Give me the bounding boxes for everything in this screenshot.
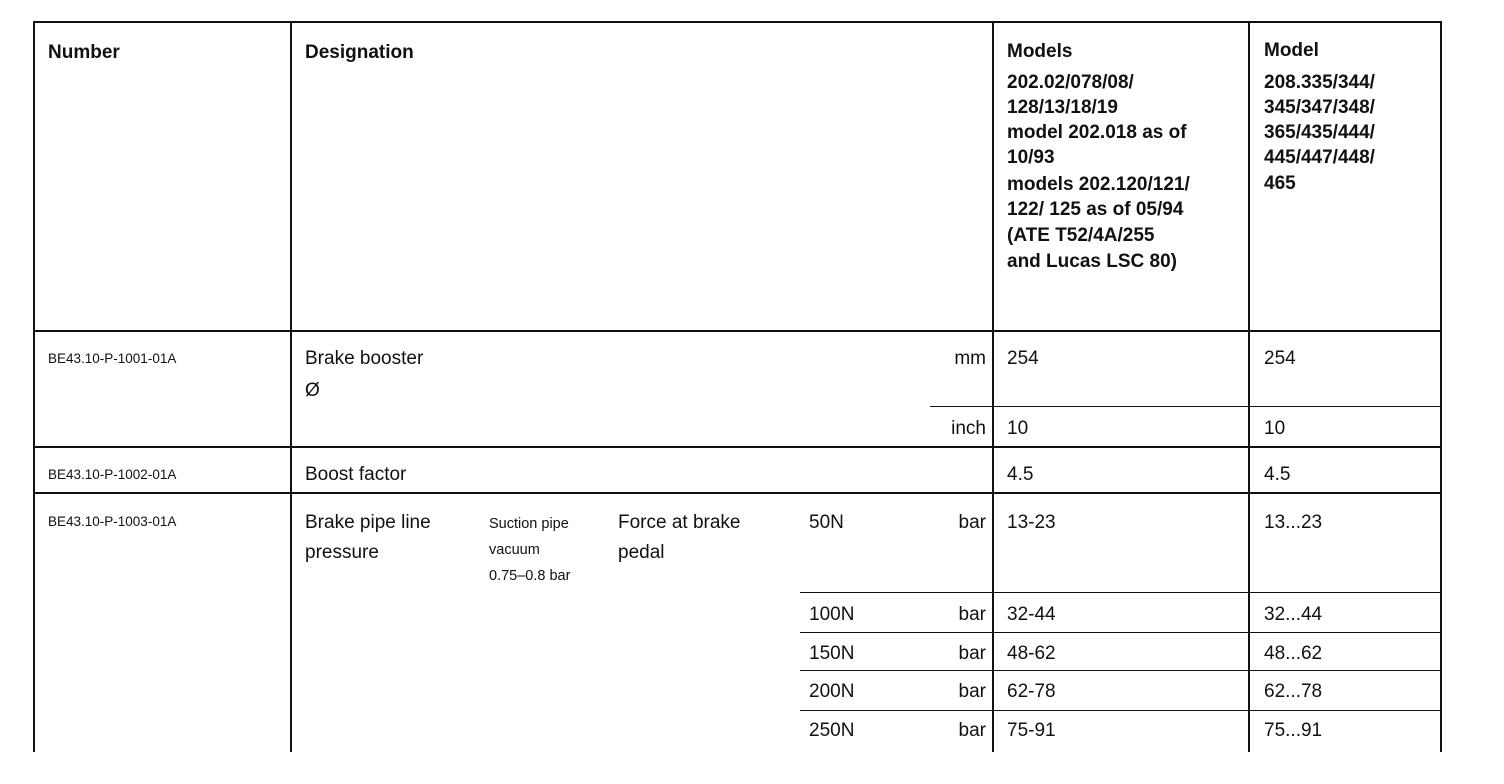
unit-label: mm	[954, 348, 986, 369]
force-label: Force at brake	[618, 512, 741, 533]
row-divider-inch	[930, 406, 1442, 407]
header-models-b-line: 365/435/444/	[1264, 122, 1375, 143]
col-divider-models-a	[992, 21, 994, 752]
unit-label: bar	[958, 512, 986, 533]
col-divider-number	[290, 21, 292, 752]
condition-label: Suction pipe	[489, 516, 569, 532]
value-models-b: 254	[1264, 348, 1296, 369]
header-models-b-line: 465	[1264, 173, 1296, 194]
value-models-b: 4.5	[1264, 464, 1291, 485]
row-divider-150n	[800, 632, 1442, 633]
value-models-a: 32-44	[1007, 604, 1056, 625]
row-designation: Brake pipe line	[305, 512, 431, 533]
col-divider-models-b	[1248, 21, 1250, 752]
header-models-b-line: 345/347/348/	[1264, 97, 1375, 118]
unit-label: bar	[958, 643, 986, 664]
row-designation: Brake booster	[305, 348, 424, 369]
header-designation: Designation	[305, 42, 414, 63]
table-border-left	[33, 21, 35, 752]
header-models-b-title: Model	[1264, 40, 1319, 61]
value-models-b: 75...91	[1264, 720, 1323, 741]
row-number: BE43.10-P-1002-01A	[48, 467, 177, 482]
unit-label: bar	[958, 681, 986, 702]
value-models-b: 13...23	[1264, 512, 1323, 533]
row-number: BE43.10-P-1001-01A	[48, 351, 177, 366]
value-models-a: 48-62	[1007, 643, 1056, 664]
header-models-a-line: 128/13/18/19	[1007, 97, 1118, 118]
header-models-a-line: 122/ 125 as of 05/94	[1007, 199, 1184, 220]
row-divider-100n	[800, 592, 1442, 593]
header-number: Number	[48, 42, 120, 63]
value-models-b: 48...62	[1264, 643, 1323, 664]
value-models-a: 13-23	[1007, 512, 1056, 533]
row-designation: pressure	[305, 542, 379, 563]
value-models-b: 62...78	[1264, 681, 1323, 702]
header-models-a-title: Models	[1007, 41, 1073, 62]
force-value: 50N	[809, 512, 844, 533]
value-models-b: 32...44	[1264, 604, 1323, 625]
header-models-a-line: 202.02/078/08/	[1007, 72, 1134, 93]
unit-label: bar	[958, 720, 986, 741]
row-number: BE43.10-P-1003-01A	[48, 514, 177, 529]
force-label: pedal	[618, 542, 665, 563]
unit-label: bar	[958, 604, 986, 625]
row-divider-250n	[800, 710, 1442, 711]
header-models-a-line: (ATE T52/4A/255	[1007, 225, 1155, 246]
header-models-a-line: 10/93	[1007, 147, 1055, 168]
row-divider-200n	[800, 670, 1442, 671]
unit-label: inch	[951, 418, 986, 439]
condition-label: vacuum	[489, 542, 540, 558]
value-models-a: 254	[1007, 348, 1039, 369]
table-border-right	[1440, 21, 1442, 752]
force-value: 250N	[809, 720, 855, 741]
table-border-top	[33, 21, 1442, 23]
condition-label: 0.75–0.8 bar	[489, 568, 571, 584]
value-models-a: 75-91	[1007, 720, 1056, 741]
value-models-a: 62-78	[1007, 681, 1056, 702]
value-models-a: 10	[1007, 418, 1029, 439]
header-models-a-line: and Lucas LSC 80)	[1007, 251, 1177, 272]
force-value: 200N	[809, 681, 855, 702]
header-models-a-line: models 202.120/121/	[1007, 174, 1190, 195]
value-models-b: 10	[1264, 418, 1286, 439]
row-designation: Boost factor	[305, 464, 407, 485]
row-divider-booster	[33, 446, 1442, 448]
force-value: 100N	[809, 604, 855, 625]
header-models-a-line: model 202.018 as of	[1007, 122, 1187, 143]
diameter-symbol: Ø	[305, 380, 320, 401]
value-models-a: 4.5	[1007, 464, 1034, 485]
row-divider-boost-factor	[33, 492, 1442, 494]
row-divider-header	[33, 330, 1442, 332]
force-value: 150N	[809, 643, 855, 664]
header-models-b-line: 208.335/344/	[1264, 72, 1375, 93]
header-models-b-line: 445/447/448/	[1264, 147, 1375, 168]
